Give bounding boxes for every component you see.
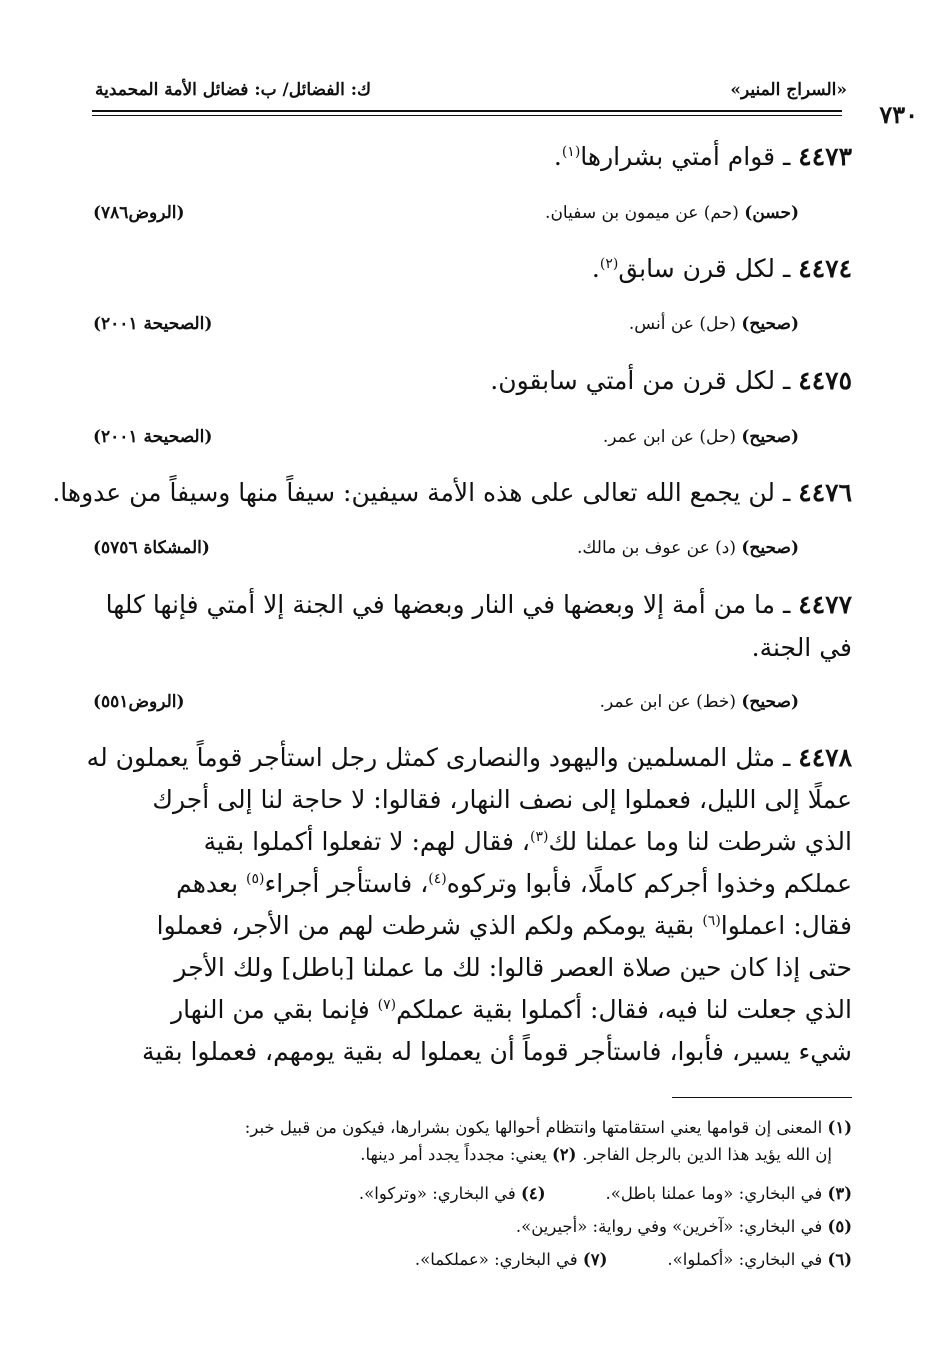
hadith-4478-line-1: ٤٤٧٨ ـ مثل المسلمين واليهود والنصارى كمثل رجل استأجر قوماً يعملون له [86, 743, 852, 772]
hadith-4474-line-1: ٤٤٧٤ ـ لكل قرن سابق$^{(٢)}$. [591, 254, 852, 283]
hadith-number: ٤٤٧٤ [798, 254, 852, 283]
footnote-separator [672, 1097, 852, 1098]
hadith-4478-line-4: عملكم وخذوا أجركم كاملًا، فأبوا وتركوه$^{(٤)}$، فاستأجر أجراء$^{(٥)}$ بعدهم [176, 869, 852, 898]
hadith-4475-line-1: ٤٤٧٥ ـ لكل قرن من أمتي سابقون. [490, 366, 852, 395]
hadith-4477-reference: (الروض٥٥١) [93, 692, 185, 712]
running-head-book-title: «السراج المنير» [730, 80, 847, 100]
hadith-number: ٤٤٧٣ [798, 142, 852, 171]
hadith-grade: (حسن) [744, 203, 799, 223]
hadith-number: ٤٤٧٨ [798, 743, 852, 772]
hadith-4475-reference: (الصحيحة ٢٠٠١) [93, 427, 213, 447]
running-head-chapter: ك: الفضائل/ ب: فضائل الأمة المحمدية [95, 80, 371, 100]
header-rule-thin [92, 115, 842, 116]
hadith-4474-source: (صحيح) (حل) عن أنس. [628, 314, 799, 334]
footnote-1-continued-and-2: إن الله يؤيد هذا الدين بالرجل الفاجر. (٢) يعني: مجدداً يجدد أمر دينها. [360, 1145, 832, 1164]
hadith-4477-source: (صحيح) (خط) عن ابن عمر. [599, 692, 799, 712]
hadith-4478-line-3: الذي شرطت لنا وما عملنا لك$^{(٣)}$، فقال لهم: لا تفعلوا أكملوا بقية [203, 827, 852, 856]
page-number: ٧٣٠ [879, 100, 918, 129]
hadith-grade: (صحيح) [741, 314, 799, 334]
hadith-number: ٤٤٧٦ [798, 478, 852, 507]
hadith-4476-source: (صحيح) (د) عن عوف بن مالك. [577, 538, 799, 558]
hadith-4473-reference: (الروض٧٨٦) [93, 203, 185, 223]
hadith-4473-source: (حسن) (حم) عن ميمون بن سفيان. [545, 203, 799, 223]
hadith-number: ٤٤٧٧ [798, 590, 852, 619]
footnote-1: (١) المعنى إن قوامها يعني استقامتها وانتظام أحوالها يكون بشرارها، فيكون من قبيل خبر: [244, 1118, 852, 1137]
hadith-4473-line-1: ٤٤٧٣ ـ قوام أمتي بشرارها$^{(١)}$. [553, 142, 852, 171]
footnote-marker: (٧) [377, 997, 397, 1013]
footnote-marker: (٥) [246, 871, 265, 887]
hadith-4475-source: (صحيح) (حل) عن ابن عمر. [602, 427, 799, 447]
hadith-4478-line-6: حتى إذا كان حين صلاة العصر قالوا: لك ما عملنا [باطل] ولك الأجر [174, 953, 852, 982]
footnote-marker: (١) [561, 144, 581, 160]
footnote-marker: (٦) [702, 913, 721, 929]
hadith-grade: (صحيح) [741, 538, 799, 558]
footnote-marker: (٢) [599, 256, 619, 272]
hadith-4478-line-2: عملًا إلى الليل، فعملوا إلى نصف النهار، فقالوا: لا حاجة لنا إلى أجرك [152, 785, 852, 814]
hadith-4476-line-1: ٤٤٧٦ ـ لن يجمع الله تعالى على هذه الأمة سيفين: سيفاً منها وسيفاً من عدوها. [52, 478, 852, 507]
footnote-5: (٥) في البخاري: «آخرين» وفي رواية: «أجيرين». [515, 1217, 852, 1236]
hadith-4478-line-7: الذي جعلت لنا فيه، فقال: أكملوا بقية عملكم$^{(٧)}$ فإنما بقي من النهار [171, 995, 852, 1024]
hadith-4477-line-1: ٤٤٧٧ ـ ما من أمة إلا وبعضها في النار وبعضها في الجنة إلا أمتي فإنها كلها [105, 590, 852, 619]
hadith-4477-line-2: في الجنة. [751, 633, 852, 662]
header-rule-thick [92, 110, 842, 112]
hadith-4476-reference: (المشكاة ٥٧٥٦) [93, 538, 210, 558]
footnote-3-4: (٣) في البخاري: «وما عملنا باطل».(٤) في البخاري: «وتركوا». [358, 1184, 852, 1203]
footnote-marker: (٤) [428, 871, 447, 887]
footnote-6-7: (٦) في البخاري: «أكملوا».(٧) في البخاري: «عملكما». [414, 1250, 852, 1269]
footnote-marker: (٣) [530, 829, 549, 845]
hadith-4478-line-8: شيء يسير، فأبوا، فاستأجر قوماً أن يعملوا له بقية يومهم، فعملوا بقية [141, 1037, 852, 1066]
hadith-grade: (صحيح) [741, 692, 799, 712]
hadith-grade: (صحيح) [741, 427, 799, 447]
hadith-4474-reference: (الصحيحة ٢٠٠١) [93, 314, 213, 334]
hadith-number: ٤٤٧٥ [798, 366, 852, 395]
hadith-4478-line-5: فقال: اعملوا$^{(٦)}$ بقية يومكم ولكم الذي شرطت لهم من الأجر، فعملوا [156, 911, 852, 940]
